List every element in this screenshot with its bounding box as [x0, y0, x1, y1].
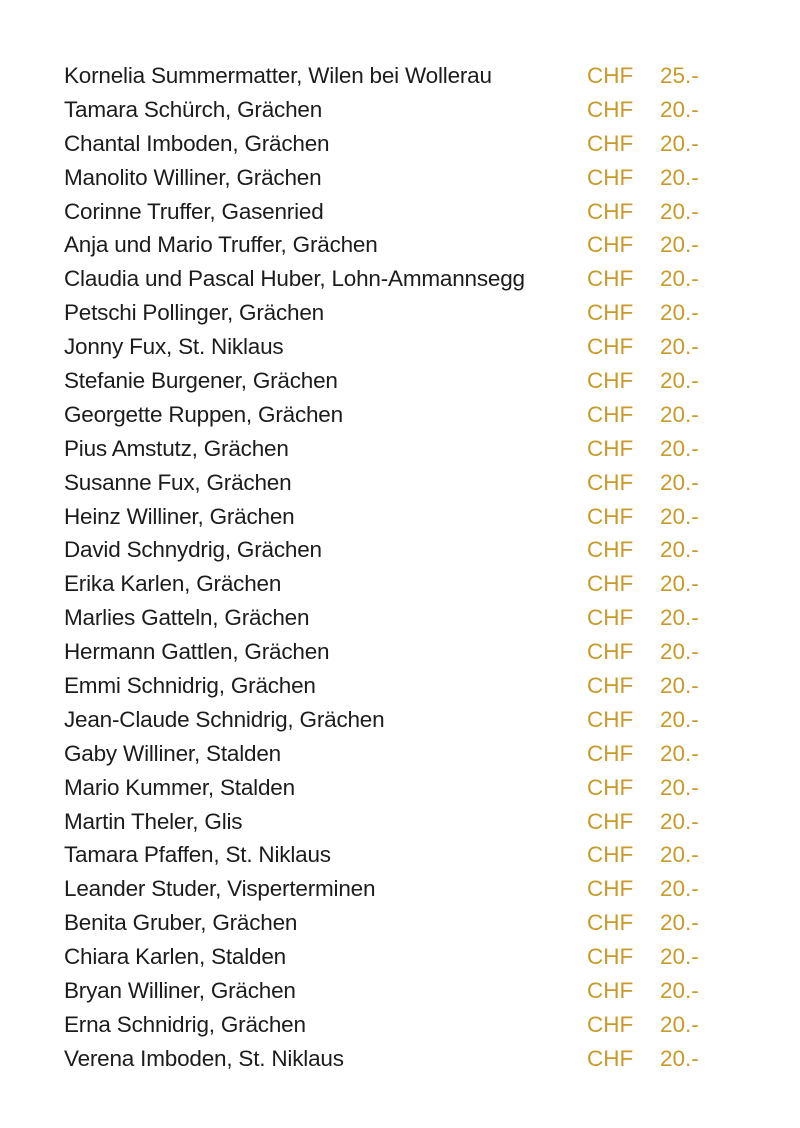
donation-amount: 20.-	[660, 96, 699, 122]
currency-label: CHF	[587, 1011, 634, 1037]
donor-row	[64, 398, 744, 432]
donor-row	[64, 195, 744, 229]
currency-label: CHF	[587, 266, 634, 292]
donor-row	[64, 737, 744, 771]
currency-label: CHF	[587, 978, 634, 1004]
currency-label: CHF	[587, 537, 634, 563]
donor-name: Mario Kummer, Stalden	[64, 774, 295, 800]
donation-amount: 20.-	[660, 673, 699, 699]
donor-row	[64, 466, 744, 500]
currency-label: CHF	[587, 706, 634, 732]
donation-amount: 20.-	[660, 978, 699, 1004]
currency-label: CHF	[587, 401, 634, 427]
donor-name: Benita Gruber, Grächen	[64, 910, 298, 936]
donation-amount: 20.-	[660, 266, 699, 292]
currency-label: CHF	[587, 808, 634, 834]
donor-name: Stefanie Burgener, Grächen	[64, 368, 338, 394]
donation-amount: 20.-	[660, 164, 699, 190]
donation-amount: 20.-	[660, 774, 699, 800]
donor-row	[64, 906, 744, 940]
donation-amount: 20.-	[660, 910, 699, 936]
donation-amount: 20.-	[660, 401, 699, 427]
currency-label: CHF	[587, 164, 634, 190]
currency-label: CHF	[587, 605, 634, 631]
currency-label: CHF	[587, 673, 634, 699]
currency-label: CHF	[587, 300, 634, 326]
donation-amount: 20.-	[660, 605, 699, 631]
donor-row	[64, 838, 744, 872]
donation-amount: 20.-	[660, 232, 699, 258]
donor-row	[64, 805, 744, 839]
donation-amount: 20.-	[660, 300, 699, 326]
currency-label: CHF	[587, 368, 634, 394]
currency-label: CHF	[587, 571, 634, 597]
donation-amount: 20.-	[660, 944, 699, 970]
donor-name: Chantal Imboden, Grächen	[64, 130, 330, 156]
donor-row	[64, 601, 744, 635]
donation-amount: 20.-	[660, 639, 699, 665]
donor-row	[64, 533, 744, 567]
donor-name: Jean-Claude Schnidrig, Grächen	[64, 706, 385, 732]
donor-name: Jonny Fux, St. Niklaus	[64, 334, 284, 360]
donor-name: Bryan Williner, Grächen	[64, 978, 296, 1004]
donation-amount: 20.-	[660, 130, 699, 156]
donor-name: Martin Theler, Glis	[64, 808, 243, 834]
donor-row	[64, 262, 744, 296]
currency-label: CHF	[587, 469, 634, 495]
donation-amount: 20.-	[660, 1045, 699, 1071]
donor-row	[64, 872, 744, 906]
donor-row	[64, 364, 744, 398]
donor-name: Marlies Gatteln, Grächen	[64, 605, 310, 631]
donor-name: Tamara Schürch, Grächen	[64, 96, 323, 122]
donor-name: Petschi Pollinger, Grächen	[64, 300, 324, 326]
donation-amount: 20.-	[660, 435, 699, 461]
donor-row	[64, 703, 744, 737]
currency-label: CHF	[587, 198, 634, 224]
donor-name: David Schnydrig, Grächen	[64, 537, 322, 563]
donation-amount: 20.-	[660, 876, 699, 902]
donation-amount: 25.-	[660, 63, 699, 88]
currency-label: CHF	[587, 876, 634, 902]
currency-label: CHF	[587, 910, 634, 936]
donation-amount: 20.-	[660, 571, 699, 597]
donor-name: Tamara Pfaffen, St. Niklaus	[64, 842, 331, 868]
donor-row	[64, 93, 744, 127]
donor-name: Claudia und Pascal Huber, Lohn-Ammannsegg	[64, 266, 525, 292]
currency-label: CHF	[587, 334, 634, 360]
donation-amount: 20.-	[660, 469, 699, 495]
donation-amount: 20.-	[660, 706, 699, 732]
donor-row	[64, 228, 744, 262]
donor-row	[64, 567, 744, 601]
donor-name: Hermann Gattlen, Grächen	[64, 639, 330, 665]
donor-name: Leander Studer, Visperterminen	[64, 876, 376, 902]
currency-label: CHF	[587, 435, 634, 461]
currency-label: CHF	[587, 740, 634, 766]
donor-row	[64, 296, 744, 330]
donor-name: Anja und Mario Truffer, Grächen	[64, 232, 378, 258]
donation-amount: 20.-	[660, 368, 699, 394]
currency-label: CHF	[587, 232, 634, 258]
currency-label: CHF	[587, 96, 634, 122]
donation-amount: 20.-	[660, 740, 699, 766]
donor-row	[64, 974, 744, 1008]
donation-amount: 20.-	[660, 1011, 699, 1037]
donor-name: Heinz Williner, Grächen	[64, 503, 295, 529]
donor-name: Corinne Truffer, Gasenried	[64, 198, 324, 224]
donor-name: Pius Amstutz, Grächen	[64, 435, 289, 461]
currency-label: CHF	[587, 944, 634, 970]
donor-row	[64, 940, 744, 974]
currency-label: CHF	[587, 774, 634, 800]
donor-name: Susanne Fux, Grächen	[64, 469, 292, 495]
donor-row	[64, 771, 744, 805]
donor-row	[64, 59, 744, 93]
currency-label: CHF	[587, 63, 634, 88]
donor-row	[64, 500, 744, 534]
donor-name: Erna Schnidrig, Grächen	[64, 1011, 306, 1037]
donor-name: Georgette Ruppen, Grächen	[64, 401, 343, 427]
currency-label: CHF	[587, 639, 634, 665]
donor-row	[64, 1042, 744, 1076]
donor-row	[64, 330, 744, 364]
donor-list	[64, 59, 744, 1076]
donor-row	[64, 1008, 744, 1042]
donation-amount: 20.-	[660, 334, 699, 360]
donation-amount: 20.-	[660, 503, 699, 529]
donor-name: Emmi Schnidrig, Grächen	[64, 673, 316, 699]
donor-name: Gaby Williner, Stalden	[64, 740, 281, 766]
currency-label: CHF	[587, 842, 634, 868]
donation-amount: 20.-	[660, 198, 699, 224]
donor-row	[64, 669, 744, 703]
currency-label: CHF	[587, 1045, 634, 1071]
currency-label: CHF	[587, 130, 634, 156]
donor-name: Manolito Williner, Grächen	[64, 164, 322, 190]
donor-name: Erika Karlen, Grächen	[64, 571, 282, 597]
donation-amount: 20.-	[660, 537, 699, 563]
donor-row	[64, 432, 744, 466]
donation-amount: 20.-	[660, 808, 699, 834]
donor-name: Chiara Karlen, Stalden	[64, 944, 286, 970]
donor-name: Verena Imboden, St. Niklaus	[64, 1045, 344, 1071]
donor-row	[64, 127, 744, 161]
currency-label: CHF	[587, 503, 634, 529]
donor-name: Kornelia Summermatter, Wilen bei Wollerau	[64, 63, 492, 88]
donation-amount: 20.-	[660, 842, 699, 868]
donor-row	[64, 635, 744, 669]
donor-row	[64, 161, 744, 195]
